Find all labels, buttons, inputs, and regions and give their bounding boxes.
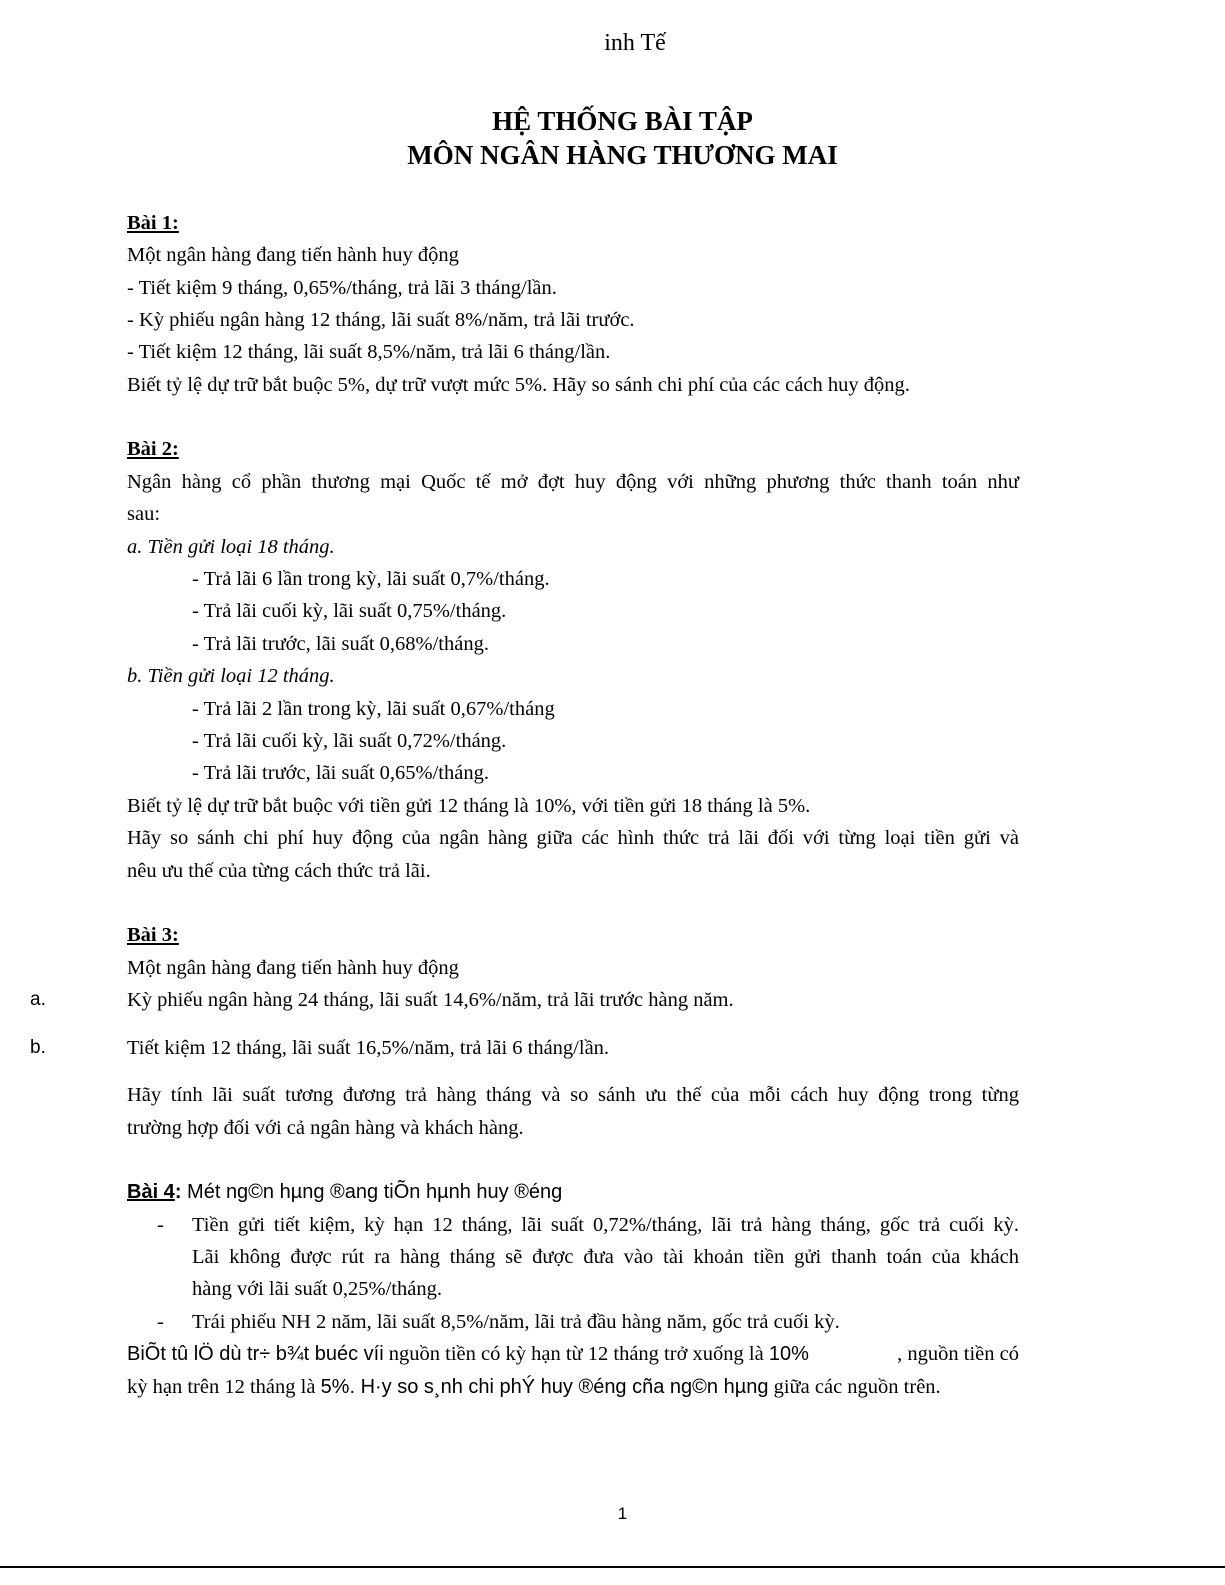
bai1-item-3: - Tiết kiệm 12 tháng, lãi suất 8,5%/năm, trả lãi 6 tháng/lần. (127, 341, 611, 363)
bai4-item1-line3: hàng với lãi suất 0,25%/tháng. (192, 1278, 442, 1300)
page-number: 1 (617, 1504, 628, 1523)
bai4-heading-colon: : (174, 1181, 182, 1203)
bai4-heading-rest: Mét ng©n hµng ®ang tiÕn hµnh huy ®éng (181, 1181, 563, 1203)
bai1-conclusion: Biết tỷ lệ dự trữ bắt buộc 5%, dự trữ vượt mức 5%. Hãy so sánh chi phí của các cách huy động. (127, 374, 910, 396)
bai4-conc-l1-c: 10% (768, 1343, 809, 1365)
bai4-item2: Trái phiếu NH 2 năm, lãi suất 8,5%/năm, lãi trả đầu hàng năm, gốc trả cuối kỳ. (192, 1311, 840, 1333)
bai2-a-item-1: - Trả lãi 6 lần trong kỳ, lãi suất 0,7%/tháng. (192, 568, 550, 590)
bai2-sub-a: a. Tiền gửi loại 18 tháng. (127, 536, 335, 558)
bai4-heading-line (127, 1180, 562, 1204)
bai4-conc-l1-a: BiÕt tû lÖ dù tr÷ b¾t buéc víi (127, 1343, 384, 1365)
bai3-intro: Một ngân hàng đang tiến hành huy động (127, 957, 459, 979)
bai4-heading: Bài 4 (127, 1181, 175, 1203)
bai3-item-b: Tiết kiệm 12 tháng, lãi suất 16,5%/năm, trả lãi 6 tháng/lần. (127, 1037, 610, 1059)
bai3-marker-a: a. (30, 989, 46, 1010)
bai2-conclusion-2-line1: Hãy so sánh chi phí huy động của ngân hàng giữa các hình thức trả lãi đối với từng loại tiền gửi và (127, 827, 1019, 849)
bai4-conc-l1-b: nguồn tiền có kỳ hạn từ 12 tháng trở xuống là (383, 1343, 769, 1365)
bai2-conclusion-1: Biết tỷ lệ dự trữ bắt buộc với tiền gửi 12 tháng là 10%, với tiền gửi 18 tháng là 5%. (127, 795, 811, 817)
bai1-intro: Một ngân hàng đang tiến hành huy động (127, 244, 459, 266)
bai2-b-item-1: - Trả lãi 2 lần trong kỳ, lãi suất 0,67%/tháng (192, 698, 555, 720)
bai1-item-2: - Kỳ phiếu ngân hàng 12 tháng, lãi suất 8%/năm, trả lãi trước. (127, 309, 635, 331)
bai4-conclusion-line2 (127, 1375, 941, 1399)
bai4-conc-l2-b: 5%. H·y so s¸nh chi phÝ huy ®éng cña ng©n hµng (320, 1376, 769, 1398)
bai3-item-a: Kỳ phiếu ngân hàng 24 tháng, lãi suất 14,6%/năm, trả lãi trước hàng năm. (127, 989, 734, 1011)
bai4-conclusion-line1 (127, 1342, 1019, 1366)
bai4-conc-l1-d: , nguồn tiền có (897, 1343, 1019, 1365)
bai4-item1-line1: Tiền gửi tiết kiệm, kỳ hạn 12 tháng, lãi suất 0,72%/tháng, lãi trả hàng tháng, gốc trả cuối kỳ. (192, 1214, 1019, 1236)
bai4-dash-1: - (157, 1214, 164, 1236)
bai2-sub-b: b. Tiền gửi loại 12 tháng. (127, 665, 335, 687)
bai2-intro-line2: sau: (127, 503, 161, 525)
bai4-conc-l2-c: giữa các nguồn trên. (768, 1376, 941, 1398)
bai2-b-item-3: - Trả lãi trước, lãi suất 0,65%/tháng. (192, 762, 489, 784)
document-title-line2: MÔN NGÂN HÀNG THƯƠNG MAI (407, 140, 838, 170)
bai4-item1-line2: Lãi không được rút ra hàng tháng sẽ được đưa vào tài khoản tiền gửi thanh toán của khách (192, 1246, 1019, 1268)
bai2-conclusion-2-line2: nêu ưu thế của từng cách thức trả lãi. (127, 860, 431, 882)
bai2-a-item-3: - Trả lãi trước, lãi suất 0,68%/tháng. (192, 633, 489, 655)
bai2-b-item-2: - Trả lãi cuối kỳ, lãi suất 0,72%/tháng. (192, 730, 507, 752)
bottom-rule (0, 1566, 1225, 1568)
bai3-conclusion-line1: Hãy tính lãi suất tương đương trả hàng tháng và so sánh ưu thế của mỗi cách huy động trong từng (127, 1084, 1019, 1106)
bai3-conclusion-line2: trường hợp đối với cả ngân hàng và khách hàng. (127, 1117, 524, 1139)
bai1-heading: Bài 1: (127, 212, 179, 234)
bai4-dash-2: - (157, 1311, 164, 1333)
bai4-conc-l2-a: kỳ hạn trên 12 tháng là (127, 1376, 321, 1398)
bai2-a-item-2: - Trả lãi cuối kỳ, lãi suất 0,75%/tháng. (192, 600, 507, 622)
bai2-heading: Bài 2: (127, 438, 179, 460)
bai3-marker-b: b. (30, 1037, 46, 1058)
bai1-item-1: - Tiết kiệm 9 tháng, 0,65%/tháng, trả lãi 3 tháng/lần. (127, 277, 557, 299)
page-header: inh Tế (604, 30, 666, 56)
bai2-intro-line1: Ngân hàng cổ phần thương mại Quốc tế mở đợt huy động với những phương thức thanh toán như (127, 471, 1019, 493)
document-title-line1: HỆ THỐNG BÀI TẬP (492, 106, 753, 136)
bai3-heading: Bài 3: (127, 924, 179, 946)
